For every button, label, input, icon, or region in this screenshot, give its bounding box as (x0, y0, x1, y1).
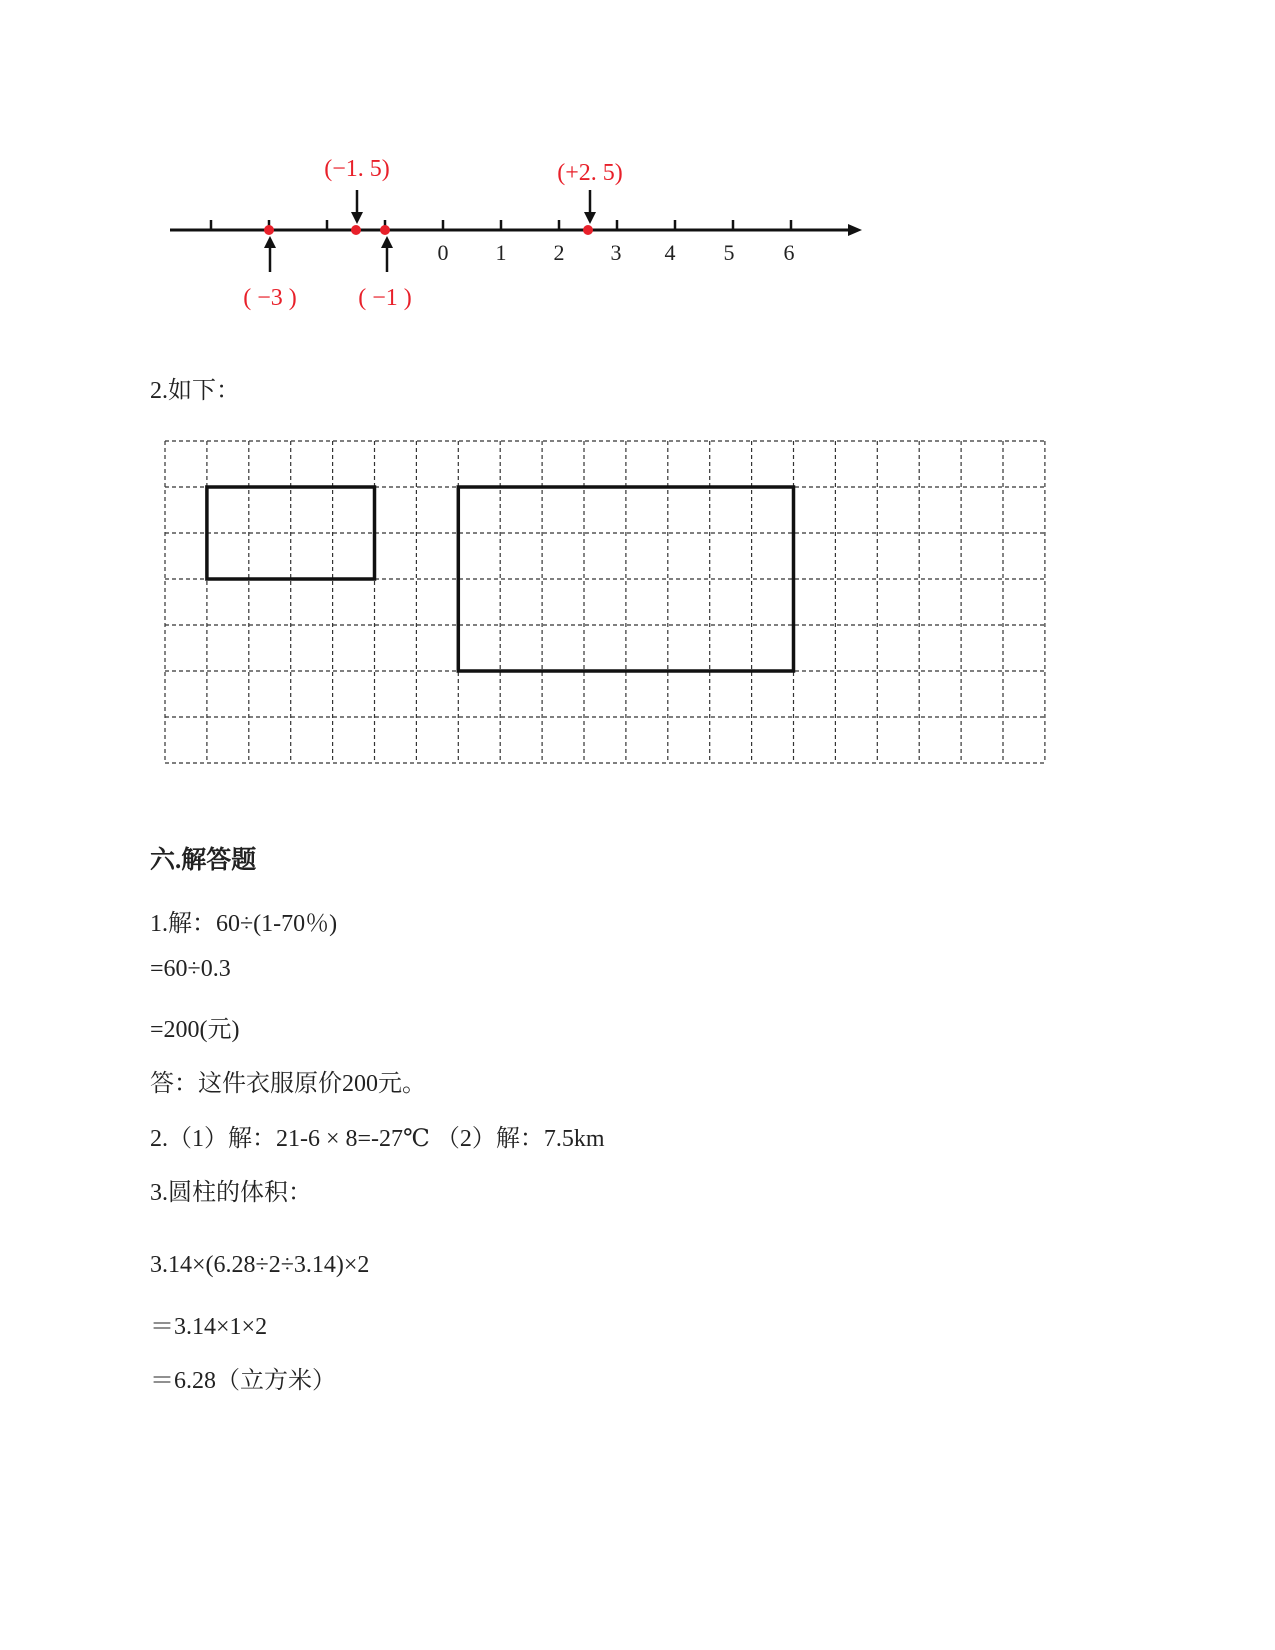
tick-label-1: 1 (495, 240, 507, 265)
up-arrow-icon (381, 236, 393, 272)
tick-label-5: 5 (723, 240, 735, 265)
down-arrow-icon (584, 190, 596, 224)
tick-label-3: 3 (610, 240, 622, 265)
marked-point (583, 225, 593, 235)
dashed-grid-lines (165, 441, 1045, 763)
answer-line: 答：这件衣服原价200元。 (150, 1071, 426, 1097)
solution-line: 2.（1）解：21-6 × 8=-27℃ （2）解：7.5km (150, 1126, 605, 1152)
marked-point (351, 225, 361, 235)
solution-line: 1.解：60÷(1-70％) (150, 911, 338, 937)
down-arrow-icon (351, 190, 363, 224)
tick-labels (438, 240, 795, 265)
grid-figure (160, 440, 1100, 810)
tick-label-2: 2 (553, 240, 565, 265)
answer-below-neg3: ( −3 ) (243, 285, 297, 311)
solution-line: ＝6.28（立方米） (150, 1368, 336, 1394)
number-line-figure (160, 150, 920, 340)
answer-above-neg1.5: (−1. 5) (324, 156, 390, 182)
tick-label-6: 6 (783, 240, 795, 265)
up-arrow-icon (264, 236, 276, 272)
solution-line: =200(元) (150, 1017, 240, 1043)
marked-point (264, 225, 274, 235)
tick-label-0: 0 (437, 240, 449, 265)
answer-below-neg1: ( −1 ) (358, 285, 412, 311)
section-6-heading: 六.解答题 (150, 847, 257, 874)
marked-point (380, 225, 390, 235)
solution-line: 3.圆柱的体积： (150, 1180, 312, 1206)
axis-arrowhead-icon (848, 224, 862, 236)
section-2-label: 2.如下： (150, 378, 240, 404)
solution-line: =60÷0.3 (150, 956, 231, 982)
answer-above-pos2.5: (+2. 5) (557, 160, 623, 186)
solution-line: ＝3.14×1×2 (150, 1314, 268, 1340)
solution-line: 3.14×(6.28÷2÷3.14)×2 (150, 1252, 370, 1278)
tick-label-4: 4 (664, 240, 676, 265)
